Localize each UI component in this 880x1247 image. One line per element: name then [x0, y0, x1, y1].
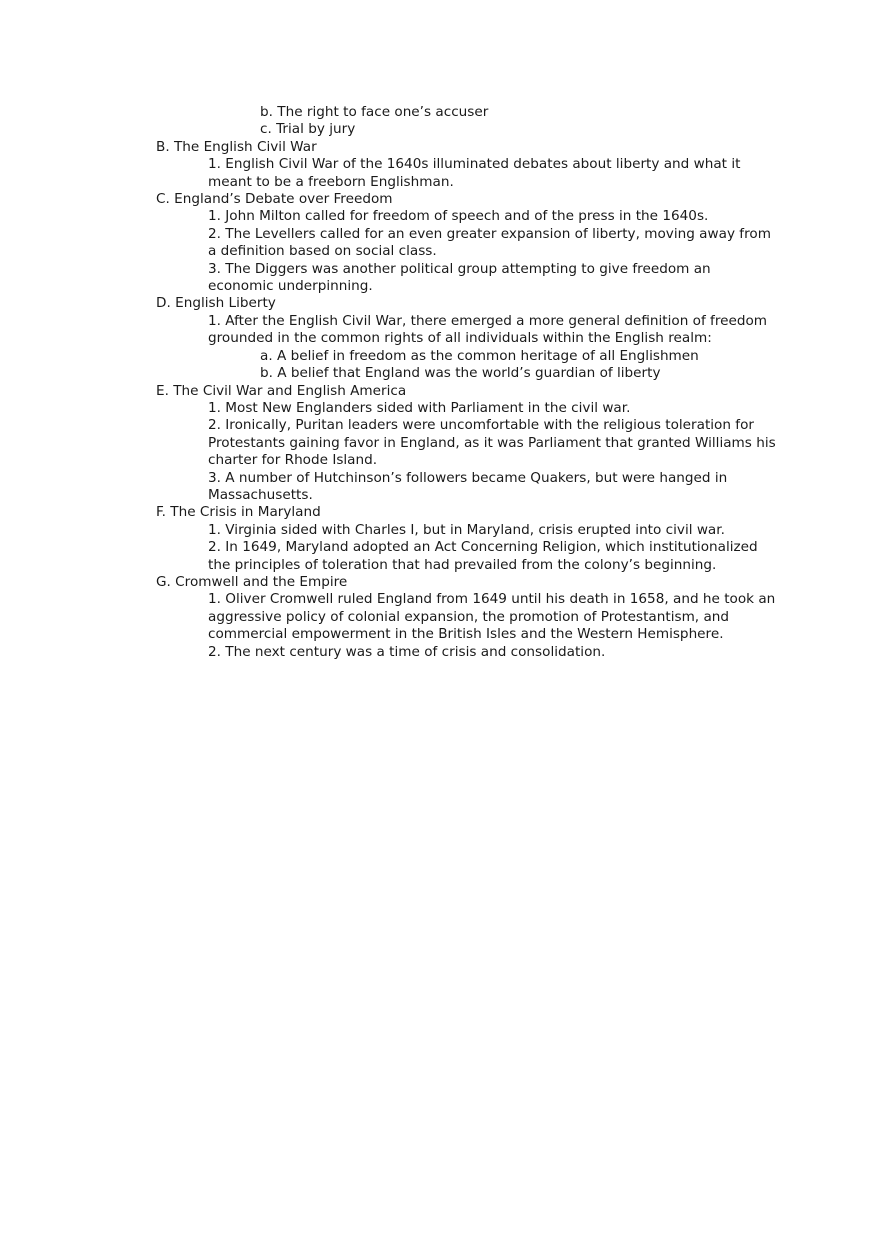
section-heading-g: G. Cromwell and the Empire — [156, 573, 348, 590]
section-heading-f: F. The Crisis in Maryland — [156, 504, 321, 521]
outline-item-d1b: b. A belief that England was the world’s guardian of liberty — [260, 365, 661, 382]
section-heading-d: D. English Liberty — [156, 295, 276, 312]
section-heading-e: E. The Civil War and English America — [156, 382, 407, 399]
document-page — [0, 104, 880, 661]
section-heading-b: B. The English Civil War — [156, 138, 317, 155]
outline-item-c-trial-by-jury: c. Trial by jury — [260, 121, 356, 138]
outline-item-d1: 1. After the English Civil War, there emerged a more general definition of freedom grounded in the common rights of all individuals within the English realm: — [208, 312, 768, 347]
outline-item-f2: 2. In 1649, Maryland adopted an Act Concerning Religion, which institutionalized the principles of toleration that had prevailed from the colony’s beginning. — [208, 539, 758, 573]
outline-item-d1a: a. A belief in freedom as the common heritage of all Englishmen — [260, 347, 699, 364]
outline-item-e3: 3. A number of Hutchinson’s followers became Quakers, but were hanged in Massachusetts. — [208, 469, 728, 503]
outline-item-e1: 1. Most New Englanders sided with Parliament in the civil war. — [208, 399, 631, 416]
outline-item-b-right-to-face-accuser: b. The right to face one’s accuser — [260, 104, 489, 120]
outline-item-c2: 2. The Levellers called for an even greater expansion of liberty, moving away from a definition based on social class. — [208, 225, 771, 260]
outline-item-f1: 1. Virginia sided with Charles I, but in Maryland, crisis erupted into civil war. — [208, 521, 725, 538]
outline-item-g2: 2. The next century was a time of crisis and consolidation. — [208, 643, 606, 660]
outline-item-b1: 1. English Civil War of the 1640s illuminated debates about liberty and what it meant to be a freeborn Englishman. — [208, 156, 741, 190]
outline-item-g1: 1. Oliver Cromwell ruled England from 1649 until his death in 1658, and he took an aggressive policy of colonial expansion, the promotion of Protestantism, and commercial empowerment in the British Isles and the Western Hemisphere. — [208, 591, 776, 643]
outline-item-e2: 2. Ironically, Puritan leaders were uncomfortable with the religious toleration for Protestants gaining favor in England, as it was Parliament that granted Williams his charter for Rhode Island. — [208, 417, 776, 469]
outline-item-c1: 1. John Milton called for freedom of speech and of the press in the 1640s. — [208, 208, 709, 225]
outline-item-c3: 3. The Diggers was another political group attempting to give freedom an economic underpinning. — [208, 260, 711, 295]
section-heading-c: C. England’s Debate over Freedom — [156, 191, 393, 208]
